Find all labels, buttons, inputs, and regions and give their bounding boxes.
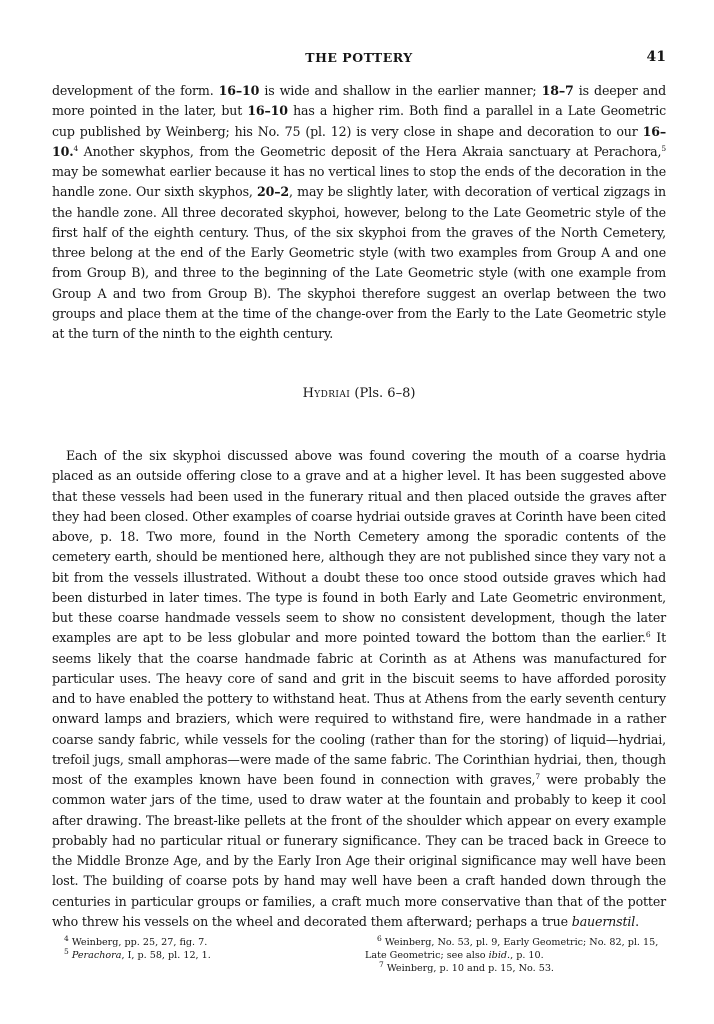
italic-term: bauernstil <box>571 913 636 929</box>
text-run: were probably the common water jars of the time, used to draw water at the fountain and probably to keep it cool after drawing. The breast-like pellets at the front of the shoulder which appear on every example probably had no particular ritual or funerary significance. They can be traced back in Greece to the Middle Bronze Age, and by the Early Iron Age their original significance may well have been lost. The building of coarse pots by hand may well have been a craft handed down through the centuries in particular groups or families, a craft much more conservative than that of the potter who threw his vessels on the wheel and decorated them afterward; perhaps a true <box>52 772 666 929</box>
footnotes-left-column <box>64 933 354 962</box>
section-title: Hydriai <box>302 386 351 401</box>
running-title: THE POTTERY <box>305 50 413 65</box>
text-run: may be somewhat earlier because it has no vertical lines to stop the ends of the decoration in the handle zone. Our sixth skyphos, <box>52 164 666 200</box>
text-run: It seems likely that the coarse handmade fabric at Corinth as at Athens was manufactured for particular uses. The heavy core of sand and grit in the biscuit seems to have afforded porosity and to have enabled the pottery to withstand heat. Thus at Athens from the early seventh century onward lamps and braziers, which were required to withstand fire, were handmade in a rather coarse sandy fabric, while vessels for the cooling (rather than for the storing) of liquid—hydriai, trefoil jugs, small amphoras—were made of the same fabric. The Corinthian hydriai, then, though most of the examples known have been found in connection with graves, <box>52 630 666 787</box>
text-run: Each of the six skyphoi discussed above was found covering the mouth of a coarse hydria placed as an outside offering close to a grave and at a higher level. It has been suggested above that these vessels had been used in the funerary ritual and then placed outside the graves after they had been closed. Other examples of coarse hydriai outside graves at Corinth have been cited above, p. 18. Two more, found in the North Cemetery among the sporadic contents of the cemetery earth, should be mentioned here, although they are not published since they vary not a bit from the vessels illustrated. Without a doubt these too once stood outside graves which had been disturbed in later times. The type is found in both Early and Late Geometric environment, but these coarse handmade vessels seem to show no consistent development, though the later examples are apt to be less globular and more pointed toward the bottom than the earlier. <box>52 448 666 646</box>
text-run: is wide and shallow in the earlier manner; <box>259 83 542 98</box>
footnote-5 <box>64 946 354 962</box>
text-run: , may be slightly later, with decoration of vertical zigzags in the handle zone. All three decorated skyphoi, however, belong to the Late Geometric style of the first half of the eighth century. Thus, of the six skyphoi from the graves of the North Cemetery, three belong at the end of the Early Geometric style (with two examples from Group A and one from Group B), and three to the beginning of the Late Geometric style (with one example from Group A and two from Group B). The skyphoi therefore suggest an overlap between the two groups and place them at the time of the change-over from the Early to the Late Geometric style at the turn of the ninth to the eighth century. <box>52 184 666 341</box>
footnote-text: Weinberg, p. 10 and p. 15, No. 53. <box>383 963 554 974</box>
footnote-number: 7 <box>379 959 384 969</box>
catalogue-reference: 20–2 <box>257 184 290 200</box>
text-run: . <box>635 913 639 929</box>
catalogue-reference: 16–10 <box>218 83 260 98</box>
footnote-6 <box>365 933 667 962</box>
paragraph-skyphoi-conclusion <box>52 81 666 344</box>
footnote-marker: 7 <box>535 771 541 781</box>
footnote-text: , I, p. 58, pl. 12, 1. <box>121 950 211 961</box>
text-run: Another skyphos, from the Geometric deposit of the Hera Akraia sanctuary at Perachora, <box>78 143 662 159</box>
footnote-marker: 5 <box>661 143 666 153</box>
section-plates: (Pls. 6–8) <box>350 386 416 401</box>
paragraph-hydriai <box>52 446 666 932</box>
section-heading <box>52 386 666 401</box>
footnote-text: Weinberg, No. 53, pl. 9, Early Geometric; No. 82, pl. 15, Late Geometric; see also <box>365 937 659 961</box>
footnotes-right-column <box>365 933 667 975</box>
footnote-number: 6 <box>377 933 382 943</box>
page-number: 41 <box>646 49 666 65</box>
page-header <box>52 50 666 70</box>
footnote-number: 5 <box>64 946 69 956</box>
catalogue-reference: 16–10 <box>247 103 288 119</box>
footnote-text: , p. 10. <box>510 950 544 961</box>
footnote-marker: 4 <box>73 143 79 153</box>
catalogue-reference: 16–10. <box>52 123 666 159</box>
footnote-text: Weinberg, pp. 25, 27, fig. 7. <box>68 937 208 948</box>
footnote-number: 4 <box>64 933 69 943</box>
catalogue-reference: 18–7 <box>541 83 574 98</box>
footnote-4 <box>64 933 354 949</box>
footnote-ibid: ibid. <box>488 950 511 961</box>
text-run: has a higher rim. Both find a parallel in a Late Geometric cup published by Weinberg; his No. 75 (pl. 12) is very close in shape and decoration to our <box>52 103 666 139</box>
footnote-title: Perachora <box>71 950 122 961</box>
text-run: is deeper and more pointed in the later, but <box>52 83 666 119</box>
footnote-marker: 6 <box>645 630 651 640</box>
text-run: development of the form. <box>52 83 219 98</box>
footnote-7 <box>365 959 667 975</box>
